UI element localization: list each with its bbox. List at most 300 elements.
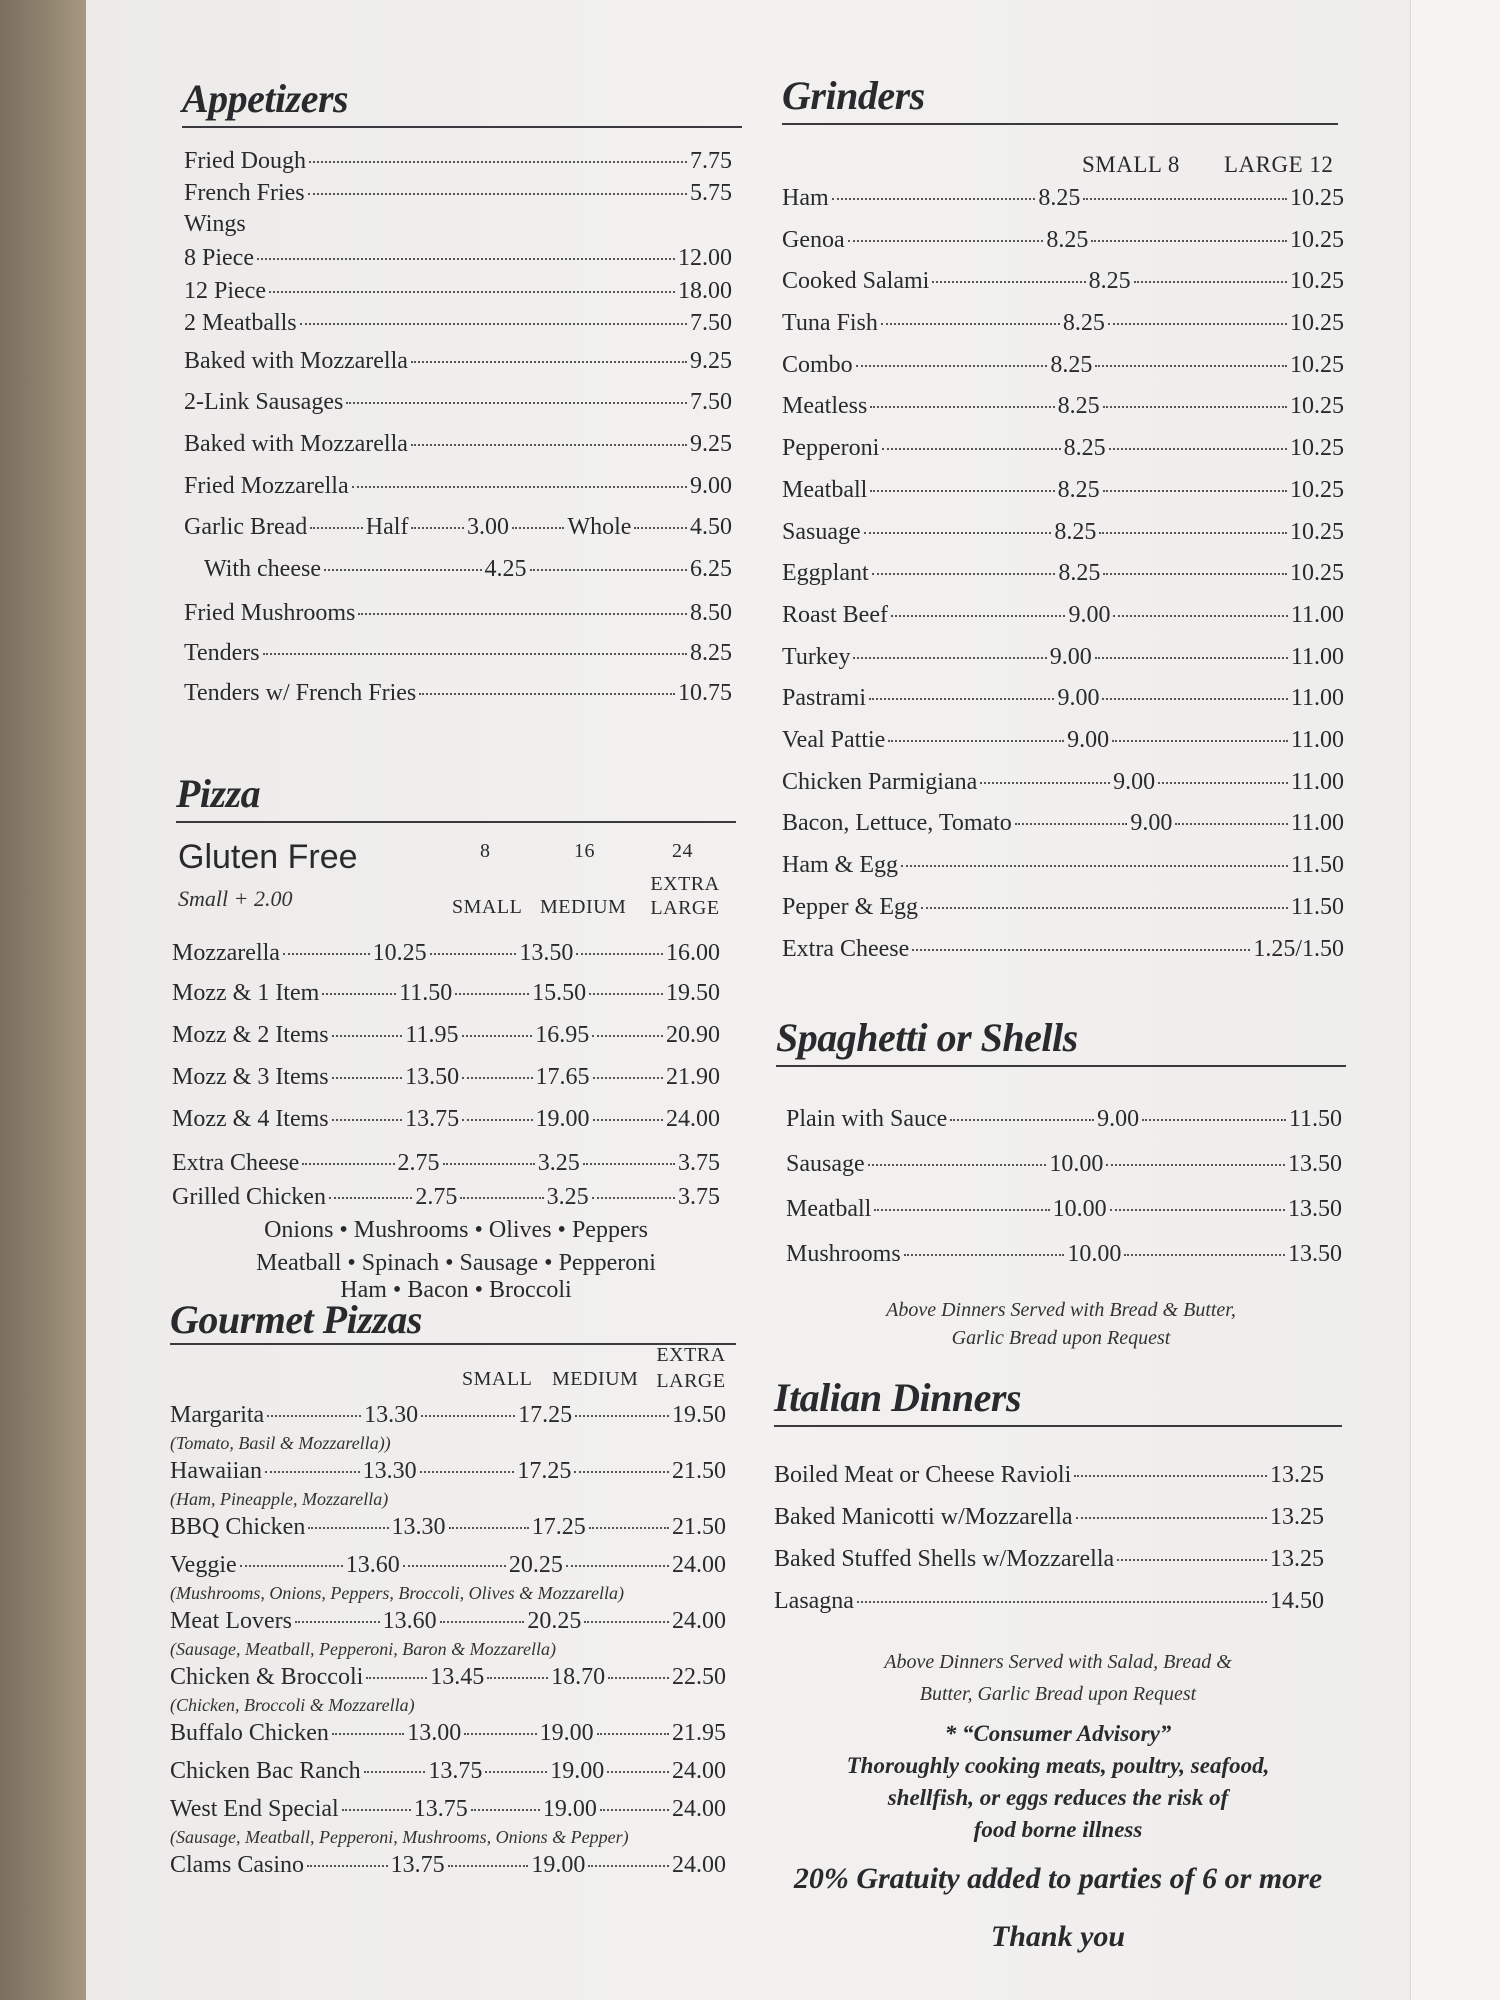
item-name: Pepper & Egg [782, 894, 918, 920]
dot-leader [440, 1621, 525, 1623]
price-small: 8.25 [1050, 351, 1093, 378]
item-name: Hawaiian [170, 1458, 262, 1484]
advisory-line: food borne illness [973, 1817, 1143, 1842]
dot-leader [332, 1119, 402, 1121]
item-name: Fried Dough [184, 148, 306, 174]
item-price: 8.25 [690, 640, 732, 666]
dot-leader [460, 1197, 543, 1199]
spaghetti-row [786, 1241, 1342, 1286]
dot-leader [832, 198, 1036, 200]
price-small: 13.30 [391, 1514, 446, 1540]
item-name: 12 Piece [184, 278, 266, 304]
italian-heading: Italian Dinners [774, 1374, 1342, 1427]
dot-leader [1124, 1254, 1285, 1256]
dot-leader [1103, 573, 1287, 575]
price-small: 8.25 [1038, 185, 1081, 211]
size-label-large: EXTRA LARGE [650, 873, 720, 919]
price-small: 13.75 [413, 1796, 468, 1822]
item-name: Baked Stuffed Shells w/Mozzarella [774, 1546, 1115, 1572]
dot-leader [449, 1527, 529, 1529]
thank-you: Thank you [990, 1920, 1126, 1953]
item-name: Mozz & 4 Items [172, 1106, 329, 1132]
dot-leader [592, 1197, 675, 1199]
dot-leader [309, 161, 687, 163]
dot-leader [352, 486, 687, 488]
dot-leader [584, 1621, 669, 1623]
size-number-large: 24 [672, 840, 693, 862]
gourmet-size-medium: MEDIUM [552, 1368, 639, 1390]
price-large: 22.50 [672, 1664, 727, 1690]
grinder-row [782, 685, 1344, 727]
price-medium: 17.25 [518, 1402, 573, 1428]
dot-leader [308, 193, 687, 195]
dot-leader [462, 1119, 532, 1121]
note-line: Above Dinners Served with Salad, Bread & [884, 1651, 1232, 1673]
price-small: 10.00 [1052, 1196, 1107, 1222]
pizza-row [172, 1184, 720, 1218]
item-name: Chicken Bac Ranch [170, 1758, 361, 1784]
menu-item-row [184, 640, 732, 680]
gourmet-row [170, 1514, 726, 1544]
dot-leader [1076, 1517, 1267, 1519]
item-description: (Chicken, Broccoli & Mozzarella) [170, 1695, 415, 1715]
dot-leader [455, 993, 529, 995]
dot-leader [302, 1163, 394, 1165]
grinder-row [782, 644, 1344, 686]
gourmet-item [170, 1796, 726, 1848]
dot-leader [1108, 323, 1287, 325]
item-name: 8 Piece [184, 245, 254, 271]
gourmet-item [170, 1664, 726, 1716]
item-name: Bacon, Lettuce, Tomato [782, 810, 1012, 837]
dot-leader [588, 1865, 669, 1867]
item-name: Eggplant [782, 560, 869, 587]
dot-leader [1099, 532, 1287, 534]
grinder-row [782, 352, 1344, 394]
menu-item-row [184, 245, 732, 278]
dot-leader [332, 1733, 404, 1735]
price-large: 21.50 [671, 1514, 726, 1540]
item-price: 7.50 [690, 310, 732, 336]
dot-leader [512, 527, 565, 529]
grinder-row [782, 769, 1344, 811]
price-small: 8.25 [1046, 226, 1089, 253]
price-large: 24.00 [671, 1796, 726, 1822]
item-name: Tuna Fish [782, 310, 878, 337]
price-large: 21.95 [671, 1720, 726, 1746]
gourmet-row [170, 1552, 726, 1582]
price-medium: 17.25 [517, 1458, 572, 1484]
dot-leader [324, 569, 482, 571]
price-large: 10.25 [1290, 560, 1344, 587]
price-small: 10.25 [372, 940, 427, 966]
dot-leader [1103, 490, 1287, 492]
item-price: 11.50 [1290, 894, 1344, 920]
dot-leader [576, 953, 663, 955]
item-name: Grilled Chicken [172, 1184, 326, 1210]
italian-note [774, 1646, 1342, 1710]
item-name: Wings [184, 211, 246, 237]
size-number-medium: 16 [574, 840, 595, 862]
dot-leader [322, 993, 396, 995]
dot-leader [881, 323, 1060, 325]
price-large: 13.50 [1288, 1196, 1342, 1222]
item-name: Cooked Salami [782, 268, 930, 295]
gourmet-item [170, 1852, 726, 1882]
pizza-toppings [176, 1214, 736, 1303]
dot-leader [342, 1809, 411, 1811]
dot-leader [332, 1077, 402, 1079]
item-name: Meatless [782, 393, 868, 420]
item-price: 7.75 [690, 148, 732, 174]
toppings-line: Onions • Mushrooms • Olives • Peppers [264, 1217, 648, 1243]
price-large: 10.25 [1290, 226, 1345, 253]
dot-leader [421, 1415, 515, 1417]
price-large: 24.00 [672, 1758, 726, 1784]
item-name: Extra Cheese [782, 936, 910, 962]
price-small: 13.00 [407, 1720, 462, 1746]
grinder-row [782, 435, 1344, 477]
item-name: Mushrooms [786, 1241, 901, 1267]
dot-leader [257, 258, 675, 260]
item-name: West End Special [170, 1796, 339, 1822]
price-small: 13.60 [382, 1608, 437, 1634]
italian-row [774, 1546, 1324, 1588]
gourmet-item [170, 1402, 726, 1454]
table-background [0, 0, 88, 2000]
price-large: 21.90 [666, 1064, 720, 1090]
price-medium: 18.70 [551, 1664, 606, 1690]
dot-leader [240, 1565, 343, 1567]
grinder-row [782, 185, 1344, 227]
with-cheese-row [184, 556, 732, 600]
price-medium: 19.00 [542, 1796, 597, 1822]
spaghetti-row [786, 1151, 1342, 1196]
italian-list [774, 1462, 1324, 1630]
price-small: 9.00 [1113, 768, 1156, 795]
item-name: Extra Cheese [172, 1150, 300, 1176]
dot-leader [1142, 1119, 1286, 1121]
gourmet-section [170, 1296, 736, 1345]
gourmet-row [170, 1608, 726, 1638]
dot-leader [574, 1471, 669, 1473]
price-small: 10.00 [1067, 1241, 1122, 1267]
price-medium: 19.00 [550, 1758, 605, 1784]
grinder-row [782, 852, 1344, 894]
dot-leader [471, 1809, 540, 1811]
price-large: 11.00 [1290, 685, 1345, 712]
gourmet-row [170, 1852, 726, 1882]
price-small: 8.25 [1054, 518, 1097, 545]
price-large: 10.25 [1290, 435, 1344, 462]
item-name: Veggie [170, 1552, 237, 1578]
dot-leader [872, 573, 1056, 575]
grinder-row [782, 602, 1344, 644]
dot-leader [593, 1119, 663, 1121]
pizza-row [172, 980, 720, 1022]
menu-item-row [184, 278, 732, 310]
gourmet-list [170, 1402, 726, 1890]
price-large: 24.00 [671, 1852, 726, 1878]
menu-item-row [184, 473, 732, 514]
item-name: Baked with Mozzarella [184, 431, 408, 457]
dot-leader [283, 953, 370, 955]
gourmet-row [170, 1458, 726, 1488]
menu-item-row [184, 348, 732, 389]
price-medium: 3.25 [546, 1184, 589, 1210]
dot-leader [848, 240, 1044, 242]
garlic-bread-row [184, 514, 732, 556]
item-description: (Sausage, Meatball, Pepperoni, Baron & Mozzarella) [170, 1639, 556, 1659]
dot-leader [868, 1164, 1047, 1166]
spaghetti-list [786, 1106, 1342, 1286]
dot-leader [589, 993, 663, 995]
item-price: 1.25/1.50 [1253, 936, 1344, 962]
pizza-row [172, 1022, 720, 1064]
grinder-row [782, 519, 1344, 561]
grinders-list [782, 185, 1344, 978]
size-label: Half [365, 514, 409, 540]
menu-item-row [184, 431, 732, 473]
dot-leader [980, 782, 1110, 784]
item-price: 12.00 [678, 245, 732, 271]
price-medium: 19.00 [535, 1106, 590, 1132]
item-name: Meat Lovers [170, 1608, 292, 1634]
item-price: 10.75 [678, 680, 732, 706]
price-large: 10.25 [1290, 185, 1344, 211]
price-large: 3.75 [678, 1184, 720, 1210]
item-price: 3.00 [466, 514, 509, 540]
item-name: Mozz & 1 Item [172, 980, 320, 1006]
grinder-row [782, 894, 1344, 936]
dot-leader [358, 613, 687, 615]
dot-leader [346, 402, 687, 404]
gourmet-size-small: SMALL [462, 1368, 533, 1390]
gourmet-item [170, 1608, 726, 1660]
item-name: 2-Link Sausages [184, 389, 344, 415]
dot-leader [634, 527, 687, 529]
dot-leader [530, 569, 688, 571]
price-medium: 17.25 [531, 1514, 586, 1540]
price-small: 9.00 [1068, 601, 1111, 628]
price-large: 10.25 [1290, 518, 1344, 545]
dot-leader [332, 1035, 403, 1037]
grinders-section [782, 72, 1338, 125]
price-small: 8.25 [1058, 560, 1101, 587]
grinder-row [782, 560, 1344, 602]
dot-leader [411, 527, 464, 529]
item-name: Combo [782, 351, 853, 378]
spaghetti-row [786, 1106, 1342, 1151]
menu-item-row [184, 211, 732, 245]
price-large: 13.50 [1288, 1241, 1342, 1267]
spaghetti-heading: Spaghetti or Shells [776, 1014, 1346, 1067]
price-medium: 15.50 [532, 980, 587, 1006]
price-large: 20.90 [666, 1022, 720, 1048]
toppings-line: Meatball • Spinach • Sausage • Pepperoni [256, 1250, 656, 1276]
dot-leader [364, 1771, 426, 1773]
dot-leader [462, 1035, 533, 1037]
dot-leader [411, 444, 687, 446]
dot-leader [856, 365, 1048, 367]
dot-leader [950, 1119, 1094, 1121]
item-name: French Fries [184, 180, 305, 206]
dot-leader [265, 1471, 360, 1473]
price-large: 16.00 [666, 940, 720, 966]
dot-leader [464, 1733, 536, 1735]
size-label: Whole [567, 514, 632, 540]
price-small: 13.75 [428, 1758, 483, 1784]
price-small: 8.25 [1057, 476, 1100, 503]
price-medium: 3.25 [537, 1150, 580, 1176]
price-large: 10.25 [1290, 310, 1345, 337]
gourmet-item [170, 1758, 726, 1788]
item-name: Boiled Meat or Cheese Ravioli [774, 1462, 1072, 1488]
grinder-size-large: LARGE 12 [1224, 152, 1334, 177]
spaghetti-section [776, 1014, 1346, 1067]
dot-leader [487, 1677, 548, 1679]
dot-leader [600, 1809, 669, 1811]
dot-leader [329, 1197, 412, 1199]
item-price: 18.00 [678, 278, 732, 304]
spaghetti-row [786, 1196, 1342, 1241]
item-description: (Ham, Pineapple, Mozzarella) [170, 1489, 389, 1509]
item-price: 9.25 [690, 348, 732, 374]
dot-leader [1109, 448, 1287, 450]
dot-leader [269, 291, 675, 293]
dot-leader [891, 615, 1065, 617]
dot-leader [1117, 1559, 1267, 1561]
price-large: 10.25 [1290, 393, 1344, 420]
item-name: Veal Pattie [782, 726, 886, 753]
dot-leader [1110, 1209, 1285, 1211]
price-small: 8.25 [1057, 393, 1100, 420]
dot-leader [583, 1163, 675, 1165]
gourmet-row [170, 1720, 726, 1750]
gourmet-item [170, 1514, 726, 1544]
dot-leader [593, 1077, 663, 1079]
price-small: 9.00 [1049, 643, 1092, 670]
appetizers-section [182, 75, 742, 128]
grinders-heading: Grinders [782, 72, 1338, 125]
dot-leader [912, 949, 1250, 951]
price-medium: 20.25 [527, 1608, 582, 1634]
menu-item-row [184, 148, 732, 180]
dot-leader [308, 1527, 388, 1529]
dot-leader [307, 1865, 388, 1867]
dot-leader [1175, 823, 1288, 825]
price-small: 8.25 [1062, 310, 1105, 337]
dot-leader [566, 1565, 669, 1567]
next-page-edge [1410, 0, 1500, 2000]
price-large: 3.75 [677, 1150, 720, 1176]
dot-leader [870, 406, 1054, 408]
pizza-row [172, 1064, 720, 1106]
gourmet-heading: Gourmet Pizzas [170, 1296, 736, 1345]
dot-leader [430, 953, 517, 955]
dot-leader [589, 1527, 669, 1529]
item-name: Genoa [782, 226, 845, 253]
price-medium: 16.95 [535, 1022, 590, 1048]
dot-leader [419, 693, 675, 695]
italian-row [774, 1504, 1324, 1546]
price-small: 2.75 [415, 1184, 458, 1210]
advisory-title: * “Consumer Advisory” [944, 1721, 1172, 1746]
dot-leader [921, 907, 1288, 909]
price-small: 9.00 [1130, 810, 1173, 837]
grinder-row [782, 393, 1344, 435]
consumer-advisory [774, 1718, 1342, 1846]
item-name: Ham & Egg [782, 852, 898, 878]
size-number-small: 8 [480, 840, 491, 862]
item-name: Sausage [786, 1151, 865, 1177]
price-small: 2.75 [397, 1150, 440, 1176]
grinder-size-small: SMALL 8 [1082, 152, 1180, 177]
gourmet-item [170, 1720, 726, 1750]
item-name: Fried Mushrooms [184, 600, 356, 626]
gourmet-row [170, 1402, 726, 1432]
gluten-free-label: Gluten Free [178, 838, 358, 876]
menu-item-row [184, 310, 732, 348]
dot-leader [864, 532, 1052, 534]
item-description: (Sausage, Meatball, Pepperoni, Mushrooms, Onions & Pepper) [170, 1827, 629, 1847]
price-large: 10.25 [1290, 351, 1344, 378]
menu-item-row [184, 389, 732, 431]
dot-leader [462, 1077, 532, 1079]
italian-section [774, 1374, 1342, 1427]
price-small: 9.00 [1057, 685, 1100, 712]
item-price: 6.25 [690, 556, 733, 582]
dot-leader [403, 1565, 506, 1567]
item-name: 2 Meatballs [184, 310, 297, 336]
item-price: 8.50 [690, 600, 732, 626]
item-name: Clams Casino [170, 1852, 305, 1878]
dot-leader [857, 1601, 1267, 1603]
price-small: 13.75 [405, 1106, 460, 1132]
dot-leader [1091, 240, 1287, 242]
menu-item-row [184, 180, 732, 211]
price-large: 11.00 [1290, 601, 1344, 628]
price-small: 13.75 [390, 1852, 445, 1878]
pizza-row [172, 940, 720, 980]
dot-leader [1015, 823, 1128, 825]
size-label-medium: MEDIUM [540, 896, 627, 918]
grinder-row [782, 727, 1344, 769]
note-line: Butter, Garlic Bread upon Request [919, 1683, 1197, 1705]
dot-leader [1083, 198, 1287, 200]
item-name: Meatball [782, 476, 868, 503]
item-name: Garlic Bread [184, 514, 308, 540]
appetizers-list [184, 148, 732, 720]
dot-leader [608, 1677, 669, 1679]
dot-leader [443, 1163, 535, 1165]
price-large: 11.00 [1290, 768, 1345, 795]
dot-leader [267, 1415, 361, 1417]
item-price: 13.25 [1270, 1504, 1324, 1530]
gourmet-item [170, 1458, 726, 1510]
price-small: 9.00 [1097, 1106, 1140, 1132]
item-name: Fried Mozzarella [184, 473, 349, 499]
item-description: (Tomato, Basil & Mozzarella)) [170, 1433, 391, 1453]
dot-leader [1106, 1164, 1285, 1166]
note-line: Above Dinners Served with Bread & Butter, [886, 1299, 1236, 1321]
price-large: 10.25 [1290, 476, 1344, 503]
item-name: Baked Manicotti w/Mozzarella [774, 1504, 1073, 1530]
spaghetti-note [776, 1296, 1346, 1352]
dot-leader [263, 653, 687, 655]
dot-leader [295, 1621, 380, 1623]
item-name: Roast Beef [782, 601, 888, 628]
